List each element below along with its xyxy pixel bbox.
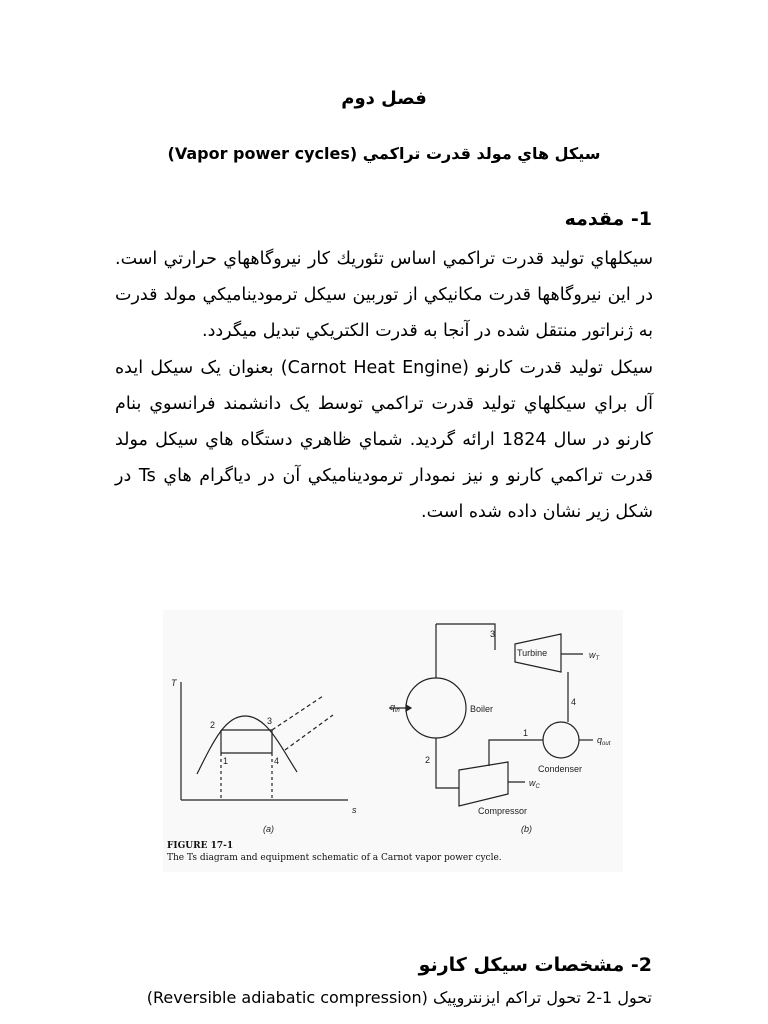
panel-label-a: (a) — [263, 824, 274, 834]
section-heading-carnot-properties: 2- مشخصات سيكل كارنو — [418, 954, 652, 976]
ts-point-3: 3 — [267, 716, 273, 726]
q-in-label: $q_{in}$ — [390, 702, 400, 714]
figure-carnot-cycle — [163, 610, 623, 872]
section-heading-introduction: 1- مقدمه — [564, 208, 652, 230]
state-1-label: 1 — [523, 728, 529, 738]
q-in-arrowhead — [406, 705, 411, 711]
figure-caption-text: The Ts diagram and equipment schematic of a Carnot vapor power cycle. — [167, 853, 502, 863]
state-4-label: 4 — [571, 697, 577, 707]
paragraph-intro: سيكلهاي توليد قدرت تراكمي اساس تئوريك كار نيروگاههاي حرارتي است. در اين نيروگاهها قدرت مكانيكي از توربين سيكل ترموديناميكي مولد قدرت به ژنراتور منتقل شده در آنجا به قدرت الكتريكي تبديل ميگردد. — [115, 249, 653, 342]
condenser-label: Condenser — [538, 764, 583, 774]
equipment-schematic — [389, 624, 611, 834]
chapter-title: فصل دوم — [341, 88, 427, 109]
ts-diagram — [171, 678, 357, 834]
q-out-label: $q_{out}$ — [597, 735, 611, 747]
x-axis-label: s — [352, 805, 357, 815]
figure-caption-number: FIGURE 17-1 — [167, 841, 234, 851]
compressor-shape — [459, 762, 508, 806]
panel-label-b: (b) — [521, 824, 532, 834]
state-2-label: 2 — [425, 755, 431, 765]
pipe-condenser-compressor — [489, 740, 543, 766]
boiler-shape — [406, 678, 466, 738]
ts-point-1: 1 — [223, 756, 229, 766]
ts-point-2: 2 — [210, 720, 216, 730]
process-1-2-description: تحول 1-2 تحول تراكم ايزنتروپيک (Reversible adiabatic compression) — [146, 988, 652, 1007]
pipe-compressor-boiler — [436, 738, 459, 788]
condenser-shape — [543, 722, 579, 758]
y-axis-label: T — [171, 678, 177, 688]
dashed-line-upper — [272, 696, 323, 730]
body-text — [115, 241, 653, 531]
w-t-label: $w_T$ — [589, 650, 600, 662]
paragraph-carnot: سيكل توليد قدرت كارنو (Carnot Heat Engine) بعنوان يک سيكل ايده آل براي سيكلهاي توليد قدرت تراكمي توسط يک دانشمند فرانسوي بنام كارنو در سال 1824 ارائه گرديد. شماي ظاهري دستگاه هاي سيكل مولد قدرت تراكمي كارنو و نيز نمودار ترموديناميكي آن در دياگرام هاي Ts در شكل زير نشان داده شده است. — [115, 357, 654, 523]
state-3-label: 3 — [490, 629, 496, 639]
w-c-label: $w_C$ — [529, 778, 540, 790]
pipe-boiler-turbine — [436, 624, 495, 650]
boiler-label: Boiler — [470, 704, 494, 714]
compressor-label: Compressor — [478, 806, 528, 816]
dashed-line-lower — [285, 715, 333, 750]
chapter-subtitle: سيكل هاي مولد قدرت تراكمي (Vapor power cycles) — [167, 144, 601, 163]
turbine-label: Turbine — [517, 648, 548, 658]
ts-point-4: 4 — [274, 756, 280, 766]
